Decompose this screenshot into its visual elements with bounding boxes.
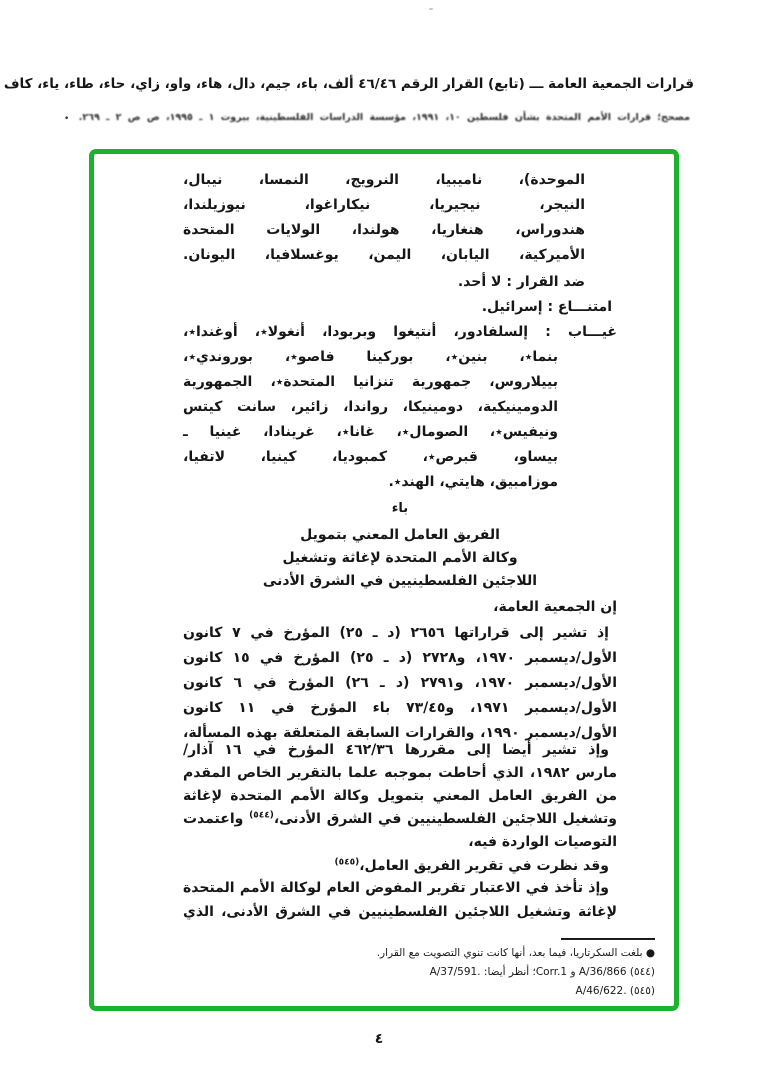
text-line: وإذ تأخذ في الاعتبار تقرير المفوض العام لوكالة الأمم المتحدة <box>183 880 609 896</box>
vote-absent-list <box>183 320 617 495</box>
text-line: (٥٤٥) A/46/622.‎ <box>575 985 655 997</box>
text-line: وإذ تشير أيضا إلى مقررها ٤٦٢/٣٦ المؤرخ في ١٦ آذار/ <box>183 742 609 758</box>
text-line: الأول/ديسمبر ١٩٩٠، والقرارات السابقة المتعلقة بهذه المسألة، <box>183 725 617 741</box>
footnote-reference: (٥٤٤) <box>249 810 274 821</box>
text-line: الأول/ديسمبر ١٩٧١، و٧٣/٤٥ باء المؤرخ في ١١ كانون <box>183 700 617 716</box>
text-line: غيـــاب : إلسلفادور، أنتيغوا وبربودا، أنغولا٭، أوغندا٭، <box>183 324 617 340</box>
preamble-paragraph-recalling-also <box>183 739 617 854</box>
footnote-reference: (٥٤٥) <box>334 857 360 868</box>
text-line: وتشغيل اللاجئين الفلسطينيين في الشرق الأدنى،$^{(٥٤٤)}$ واعتمدت <box>183 810 617 827</box>
text-line: الأول/ديسمبر ١٩٧٠، و٢٧٢٨ (د ـ ٢٥) المؤرخ في ١٥ كانون <box>183 650 617 666</box>
text-line: الأميركية، اليابان، اليمن، يوغسلافيا، اليونان. <box>183 247 585 263</box>
scan-artifact-mark <box>429 8 433 10</box>
vote-abstain-line: امتنـــاع : إسرائيل. <box>481 299 612 315</box>
text-line: التوصيات الواردة فيه، <box>468 834 617 850</box>
text-line: مارس ١٩٨٢، الذي أحاطت بموجبه علما بالتقرير الخاص المقدم <box>183 765 617 781</box>
text-line: هندوراس، هنغاريا، هولندا، الولايات المتحدة <box>183 222 585 238</box>
text-line: إذ تشير إلى قراراتها ٢٦٥٦ (د ـ ٢٥) المؤرخ في ٧ كانون <box>183 625 609 641</box>
text-line: بنما٭، بنين٭، بوركينا فاصو٭، بوروندي٭، <box>183 349 558 365</box>
text-line: بيساو، قبرص٭، كمبوديا، كينيا، لاتفيا، <box>183 449 558 465</box>
preamble-paragraph-taking-into-account <box>183 876 617 924</box>
footnote-separator <box>561 938 655 940</box>
preamble-paragraph-recalling <box>183 621 617 746</box>
text-line: وكالة الأمم المتحدة لإغاثة وتشغيل <box>282 550 518 566</box>
vote-in-favour-continuation <box>183 168 617 268</box>
footnotes-block <box>343 944 655 1001</box>
document-header-title: قرارات الجمعية العامة ـــ (تابع) القرار الرقم ٤٦/٤٦ ألف، باء، جيم، دال، هاء، واو، زاي، حاء، طاء، ياء، كاف <box>3 76 694 92</box>
citation-bullet: • <box>64 114 70 124</box>
text-line: الأول/ديسمبر ١٩٧٠، و٢٧٩١ (د ـ ٢٦) المؤرخ في ٦ كانون <box>183 675 617 691</box>
section-letter: باء <box>391 501 409 516</box>
text-line: من الفريق العامل المعني بتمويل وكالة الأمم المتحدة لإغاثة <box>183 788 617 804</box>
green-highlight-box <box>89 149 679 1011</box>
section-title <box>183 524 617 593</box>
text-line: ونيفيس٭، الصومال٭، غانا٭، غرينادا، غينيا ـ <box>183 424 558 440</box>
text-line: لإغاثة وتشغيل اللاجئين الفلسطينيين في الشرق الأدنى، الذي <box>183 904 617 920</box>
header-citation-line: مصحح؛ قرارات الأمم المتحدة بشأن فلسطين ١٠، ١٩٩١، مؤسسة الدراسات الفلسطينية، بيروت ١ ـ ١٩٩٥، ص ص ٢ ـ ٢٦٩. <box>78 112 690 123</box>
text-line: اللاجئين الفلسطينيين في الشرق الأدنى <box>262 573 538 589</box>
text-line: ● بلغت السكرتاريا، فيما بعد، أنها كانت تنوي التصويت مع القرار. <box>376 947 655 959</box>
text-line: النيجر، نيجيريا، نيكاراغوا، نيوزيلندا، <box>183 197 585 213</box>
preamble-opening: إن الجمعية العامة، <box>493 599 617 615</box>
page-number: ٤ <box>374 1031 384 1047</box>
text-line: وقد نظرت في تقرير الفريق العامل،$^{(٥٤٥)}$ <box>334 857 609 874</box>
text-line: موزامبيق، هايتي، الهند٭. <box>388 474 558 490</box>
text-line: الموحدة)، ناميبيا، النرويج، النمسا، نيبال، <box>183 172 585 188</box>
text-line: الفريق العامل المعني بتمويل <box>300 527 500 543</box>
text-line: بييلاروس، جمهورية تنزانيا المتحدة٭، الجمهورية <box>183 374 558 390</box>
text-line: (٥٤٤) A/36/866 و Corr.1؛ أنظر أيضا: A/37/591.‎ <box>429 966 655 978</box>
text-line: الدومينيكية، دومينيكا، رواندا، زائير، سانت كيتس <box>183 399 558 415</box>
vote-against-line: ضد القرار : لا أحد. <box>457 274 585 290</box>
